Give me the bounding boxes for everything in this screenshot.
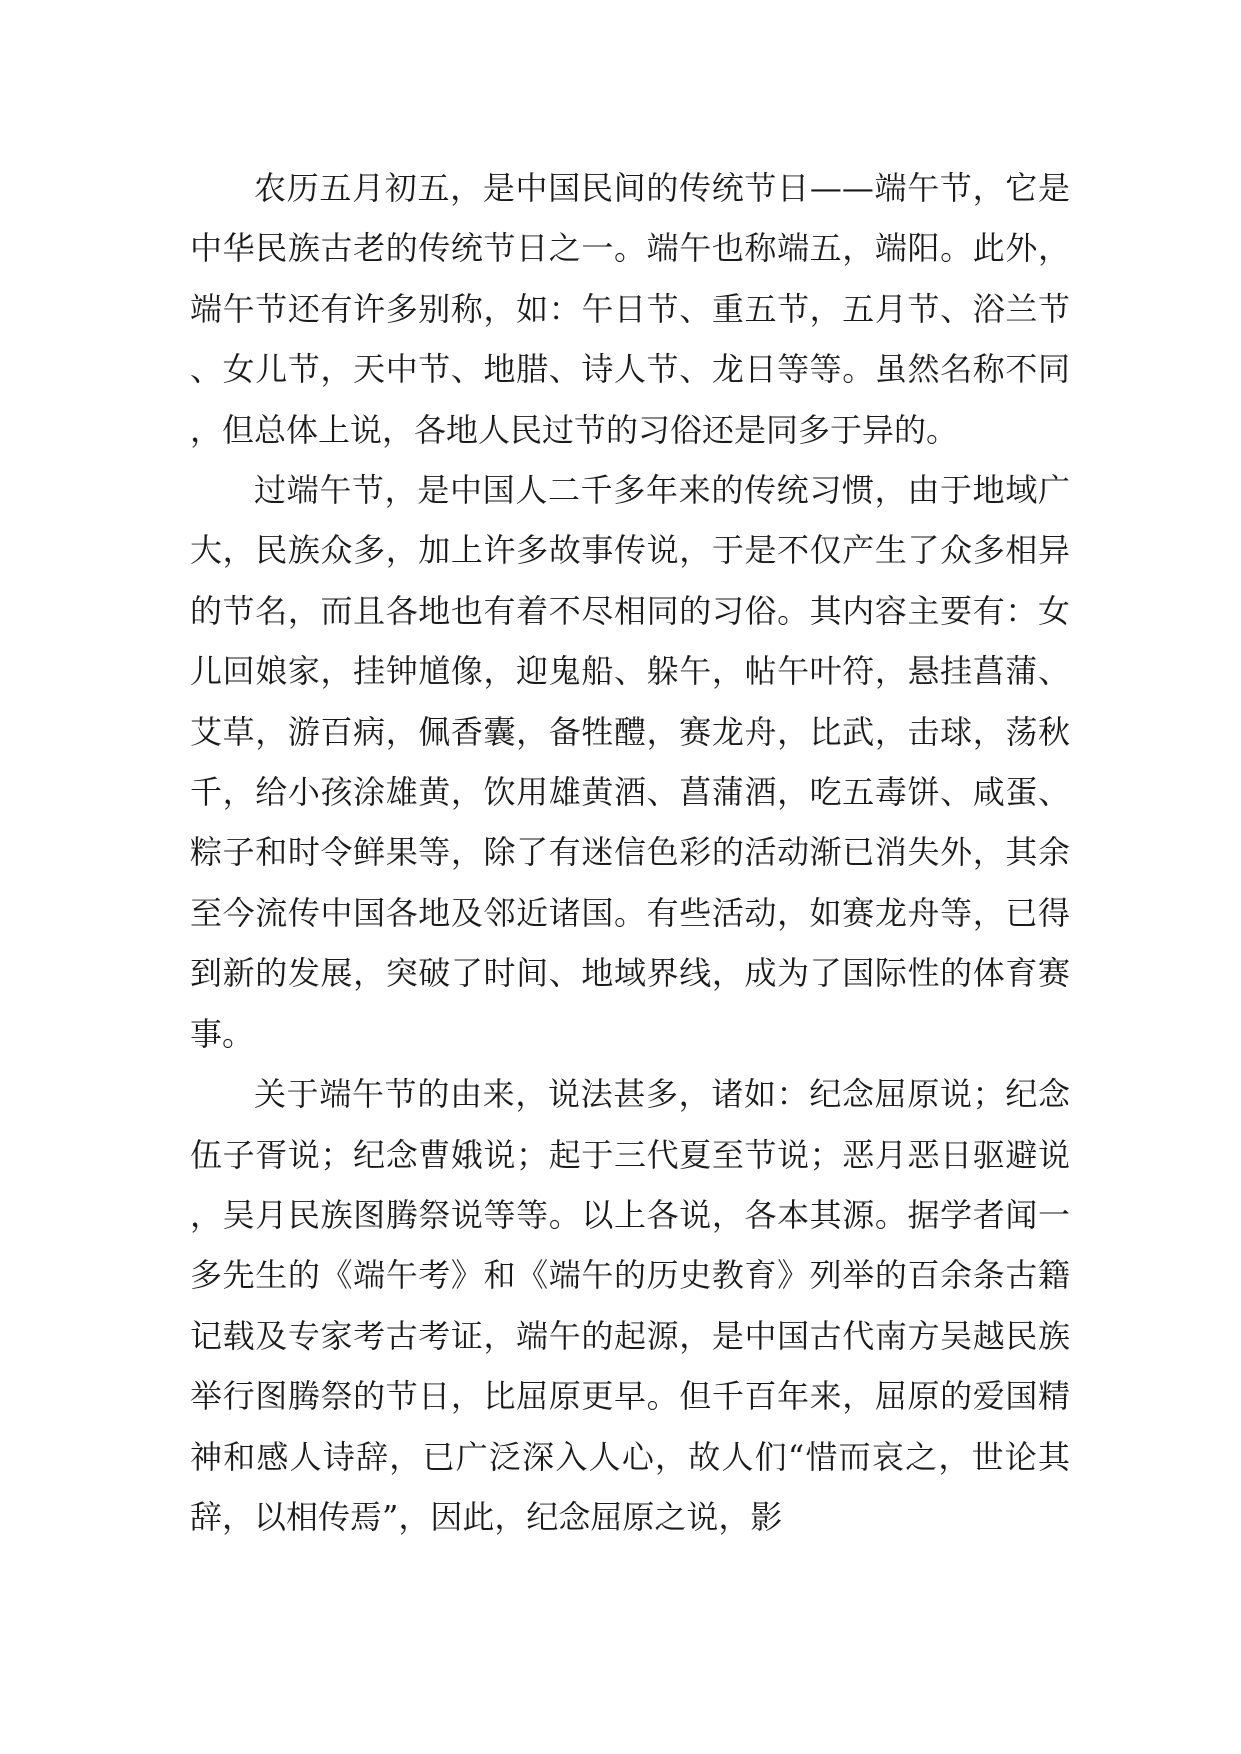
paragraph-1: 农历五月初五，是中国民间的传统节日——端午节，它是中华民族古老的传统节日之一。端午也称端五，端阳。此外，端午节还有许多别称，如：午日节、重五节，五月节、浴兰节、女儿节，天中节、地腊、诗人节、龙日等等。虽然名称不同，但总体上说，各地人民过节的习俗还是同多于异的。 — [190, 169, 1070, 449]
body-text — [190, 158, 1070, 1547]
paragraph-2: 过端午节，是中国人二千多年来的传统习惯，由于地域广大，民族众多，加上许多故事传说，于是不仅产生了众多相异的节名，而且各地也有着不尽相同的习俗。其内容主要有：女儿回娘家，挂钟馗像，迎鬼船、躲午，帖午叶符，悬挂菖蒲、艾草，游百病，佩香囊，备牲醴，赛龙舟，比武，击球，荡秋千，给小孩涂雄黄，饮用雄黄酒、菖蒲酒，吃五毒饼、咸蛋、粽子和时令鲜果等，除了有迷信色彩的活动渐已消失外，其余至今流传中国各地及邻近诸国。有些活动，如赛龙舟等，已得到新的发展，突破了时间、地域界线，成为了国际性的体育赛事。 — [190, 471, 1070, 1053]
paragraph-3: 关于端午节的由来，说法甚多，诸如：纪念屈原说；纪念伍子胥说；纪念曹娥说；起于三代夏至节说；恶月恶日驱避说，吴月民族图腾祭说等等。以上各说，各本其源。据学者闻一多先生的《端午考》和《端午的历史教育》列举的百余条古籍记载及专家考古考证，端午的起源，是中国古代南方吴越民族举行图腾祭的节日，比屈原更早。但千百年来，屈原的爱国精神和感人诗辞，已广泛深入人心，故人们“惜而哀之，世论其辞，以相传焉”，因此，纪念屈原之说，影 — [190, 1075, 1070, 1536]
